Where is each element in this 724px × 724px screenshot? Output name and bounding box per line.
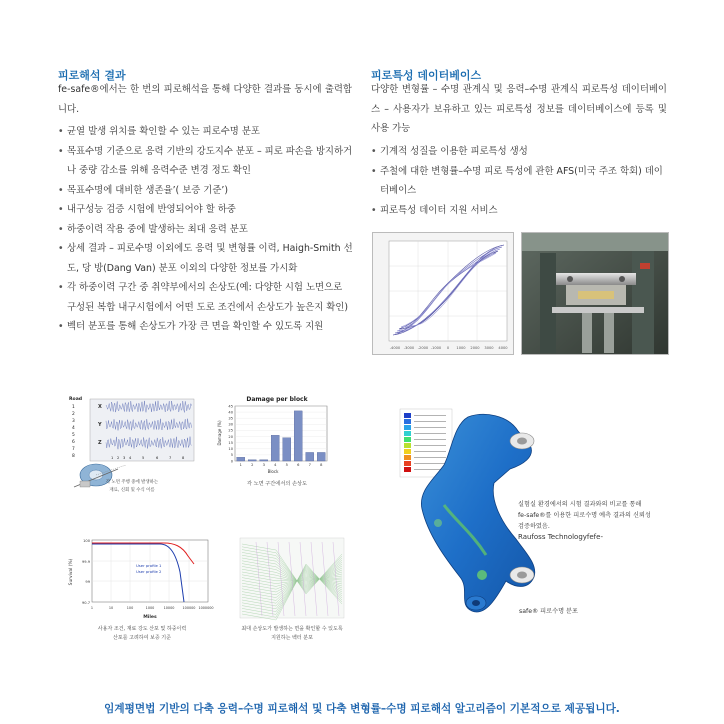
legend-swatch <box>404 461 411 466</box>
callout-line: 검증하였음. <box>518 523 550 530</box>
fatigue-results-list <box>58 122 354 337</box>
segment-label: 6 <box>156 456 159 460</box>
legend-swatch <box>404 437 411 442</box>
row-label: 3 <box>72 419 75 424</box>
callout-line: Raufoss Technologyfefe- <box>518 533 603 541</box>
tick-label: 1000000 <box>198 606 214 610</box>
channel-label: Z <box>98 440 102 446</box>
fatigue-results-intro: fe-safe®에서는 한 번의 피로해석을 통해 다양한 결과를 동시에 출력합니다. <box>58 84 352 115</box>
hysteresis-x-ticks <box>390 346 509 350</box>
fatigue-results-title: 피로해석 결과 <box>58 69 126 82</box>
tick-label: -3000 <box>403 346 415 350</box>
survival-caption-line2: 산포를 고려하여 보증 기준 <box>113 635 171 641</box>
segment-label: 2 <box>117 456 120 460</box>
x-tick-label: 4 <box>274 463 277 467</box>
fatigue-db-list <box>371 142 667 220</box>
tick-label: 10 <box>108 606 114 610</box>
segment-label: 8 <box>182 456 185 460</box>
x-tick-label: 7 <box>308 463 311 467</box>
x-tick-label: 2 <box>251 463 254 467</box>
damage-bar <box>248 460 256 461</box>
list-item: • 기계적 성질을 이용한 피로특성 생성 <box>371 142 667 162</box>
fea-caption: safe® 피로수명 분포 <box>519 608 578 615</box>
damage-bar <box>237 457 245 461</box>
x-tick-label: 8 <box>320 463 323 467</box>
damage-bar <box>260 460 268 461</box>
y-tick-label: 5 <box>230 453 233 458</box>
tick-label: 100 <box>83 539 90 543</box>
legend-entry: User profile 2 <box>136 569 162 574</box>
survival-caption-line1: 사용자 조건, 재료 강도 산포 및 하중이력 <box>97 626 187 632</box>
segment-label: 3 <box>123 456 126 460</box>
tick-label: 1000 <box>456 346 466 350</box>
x-tick-label: 6 <box>297 463 300 467</box>
tick-label: 100000 <box>182 606 196 610</box>
list-item: • 목표수명에 대비한 생존율’( 보증 기준’) <box>58 181 354 201</box>
damage-bar <box>283 438 291 461</box>
channel-label: X <box>98 404 102 410</box>
list-item: • 내구성능 검증 시험에 반영되어야 할 하중 <box>58 200 354 220</box>
tick-label: -2000 <box>417 346 429 350</box>
tick-label: 4000 <box>498 346 508 350</box>
list-item: • 균열 발생 위치를 확인할 수 있는 피로수명 분포 <box>58 122 354 142</box>
row-label: 2 <box>72 412 75 417</box>
legend-swatch <box>404 419 411 424</box>
row-label: 1 <box>72 405 75 410</box>
legend-entry: User profile 1 <box>136 563 162 568</box>
survival-chart <box>64 534 214 652</box>
x-tick-label: 1 <box>239 463 242 467</box>
tick-label: 90.7 <box>81 601 90 605</box>
list-item: • 벡터 분포를 통해 손상도가 가장 큰 면을 확인할 수 있도록 지원 <box>58 317 354 337</box>
road-load-chart <box>66 395 202 507</box>
road-chart-caption-line2: 재료, 신회 및 수식 이름 <box>109 488 155 493</box>
row-label: 4 <box>72 426 75 431</box>
list-item: • 피로특성 데이터 지원 서비스 <box>371 201 667 221</box>
y-tick-label: 40 <box>228 410 233 415</box>
legend-swatch <box>404 467 411 472</box>
segment-label: 7 <box>169 456 172 460</box>
tick-label: 1 <box>90 606 94 610</box>
y-tick-label: 25 <box>228 428 233 433</box>
test-rig-photo <box>521 232 669 355</box>
y-tick-label: 30 <box>228 422 233 427</box>
x-tick-label: 5 <box>285 463 288 467</box>
y-tick-label: 15 <box>228 440 233 445</box>
list-item: • 하중이력 작용 중에 발생하는 최대 응력 분포 <box>58 220 354 240</box>
damage-bar <box>271 435 279 461</box>
row-label: 8 <box>72 454 75 459</box>
callout-line: fe-safe®를 이용한 피로수명 예측 결과의 신뢰성 <box>518 512 651 519</box>
footer-summary: 임계평면법 기반의 다축 응력–수명 피로해석 및 다축 변형률–수명 피로해석 알고리즘이 기본적으로 제공됩니다. <box>104 703 620 715</box>
tick-label: 1000 <box>145 606 155 610</box>
fatigue-db-intro: 다양한 변형률 – 수명 관계식 및 응력–수명 관계식 피로특성 데이터베이스 – 사용자가 보유하고 있는 피로특성 정보를 데이터베이스에 등록 및 사용 가능 <box>371 84 667 134</box>
y-tick-label: 0 <box>230 459 233 464</box>
y-tick-label: 10 <box>228 447 233 452</box>
hysteresis-loop-chart <box>372 232 514 355</box>
road-chart-caption-line1: 각 노면 주행 중에 발생하는 <box>105 480 159 485</box>
damage-chart-caption: 각 노면 구간에서의 손상도 <box>246 481 308 487</box>
damage-chart-ylabel: Damage (%) <box>217 420 222 446</box>
tick-label: 99 <box>85 580 90 584</box>
tick-label: -4000 <box>389 346 401 350</box>
legend-swatch <box>404 413 411 418</box>
road-chart-title: Road <box>69 397 83 402</box>
vector-distribution-chart <box>236 534 348 652</box>
survival-xlabel: Miles <box>143 615 157 620</box>
row-label: 5 <box>72 433 75 438</box>
damage-bar <box>294 411 302 461</box>
vector-caption-line1: 최대 손상도가 발생하는 면을 확인할 수 있도록 <box>241 626 343 632</box>
damage-per-block-chart <box>215 393 333 493</box>
list-item: • 상세 결과 – 피로수명 이외에도 응력 및 변형률 이력, Haigh-Smith 선도, 당 방(Dang Van) 분포 이외의 다양한 정보를 가시화 <box>58 239 354 278</box>
legend-swatch <box>404 425 411 430</box>
damage-bar <box>317 452 325 461</box>
list-item: • 주철에 대한 변형률–수명 피로 특성에 관한 AFS(미국 주조 학회) 데이터베이스 <box>371 162 667 201</box>
x-tick-label: 3 <box>262 463 265 467</box>
y-tick-label: 20 <box>228 434 233 439</box>
tick-label: 0 <box>446 346 450 350</box>
fea-callout <box>518 499 678 543</box>
tick-label: 100 <box>126 606 134 610</box>
damage-chart-title: Damage per block <box>246 396 308 403</box>
survival-ylabel: Survival (%) <box>69 558 74 586</box>
tick-label: 99.9 <box>81 560 90 564</box>
segment-label: 5 <box>142 456 145 460</box>
row-label: 7 <box>72 447 75 452</box>
fatigue-db-title: 피로특성 데이터베이스 <box>371 69 482 82</box>
y-tick-label: 35 <box>228 416 233 421</box>
legend-swatch <box>404 431 411 436</box>
list-item: • 각 하중이력 구간 중 취약부에서의 손상도(예: 다양한 시험 노면으로 구성된 복합 내구시험에서 어떤 도로 조건에서 손상도가 높은지 확인) <box>58 278 354 317</box>
channel-label: Y <box>98 422 102 428</box>
damage-chart-xlabel: Block <box>267 469 279 474</box>
y-tick-label: 45 <box>228 404 233 409</box>
segment-label: 4 <box>129 456 132 460</box>
legend-swatch <box>404 449 411 454</box>
callout-line: 실험실 환경에서의 시험 결과와의 비교를 통해 <box>518 501 642 508</box>
legend-swatch <box>404 443 411 448</box>
tick-label: 3000 <box>484 346 494 350</box>
tick-label: -1000 <box>430 346 442 350</box>
list-item: • 목표수명 기준으로 응력 기반의 강도지수 분포 – 피로 파손을 방지하거나 중량 감소를 위해 응력수준 변경 정도 확인 <box>58 142 354 181</box>
damage-bar <box>306 452 314 461</box>
tick-label: 2000 <box>470 346 480 350</box>
segment-label: 1 <box>111 456 114 460</box>
tick-label: 10000 <box>163 606 175 610</box>
row-label: 6 <box>72 440 75 445</box>
vector-caption-line2: 지원하는 벡터 분포 <box>271 635 313 641</box>
legend-swatch <box>404 455 411 460</box>
